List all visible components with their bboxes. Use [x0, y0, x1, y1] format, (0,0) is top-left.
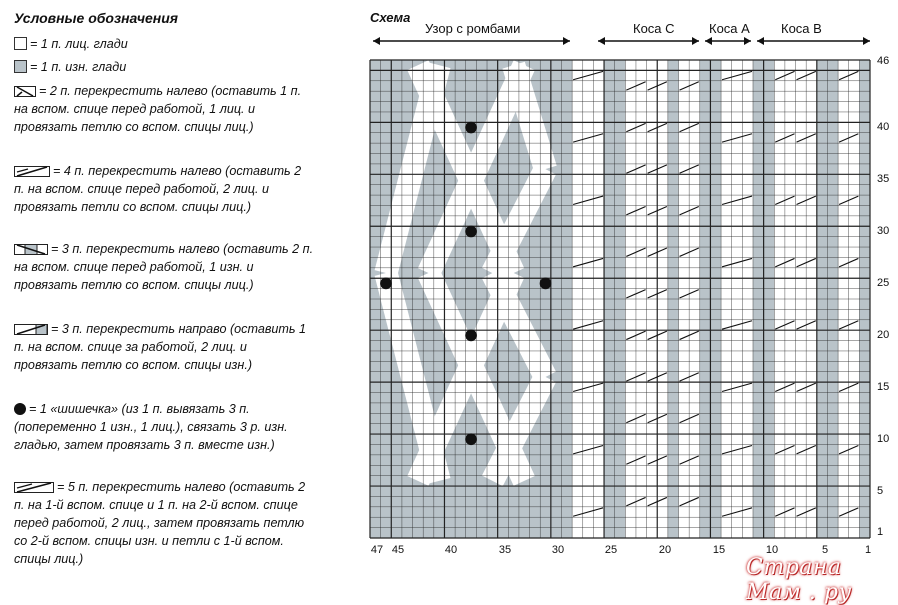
row-label: 35 [877, 173, 890, 185]
row-label: 5 [877, 485, 884, 497]
legend-item-cross-right-3: = 3 п. перекрестить направо (оставить 1 п. на вспом. спице за работой, 2 лиц. и провязать петлю со вспом. спицы изн.) [14, 322, 307, 372]
cross-left-5-icon [14, 482, 54, 493]
cross-right-3-icon [14, 324, 48, 335]
legend-item-bobble: = 1 «шишечка» (из 1 п. вывязать 3 п. (попеременно 1 изн., 1 лиц.), связать 3 р. изн. гладью, затем провязать 3 п. вместе изн.) [14, 402, 288, 452]
col-label: 35 [498, 544, 512, 556]
cross-left-4-icon [14, 166, 50, 177]
bobble [465, 433, 477, 445]
col-label: 1 [864, 544, 872, 556]
row-label: 46 [877, 55, 890, 67]
col-label: 25 [604, 544, 618, 556]
purl-square-icon [14, 60, 27, 73]
col-label: 10 [765, 544, 779, 556]
cross-left-3-icon [14, 244, 48, 255]
col-label: 5 [821, 544, 829, 556]
col-label: 45 [391, 544, 405, 556]
legend-item-cross-left-4: = 4 п. перекрестить налево (оставить 2 п. на вспом. спице перед работой, 2 лиц. и провязать петли со вспом. спицы лиц.) [14, 164, 302, 214]
row-label: 40 [877, 121, 890, 133]
legend-title: Условные обозначения [14, 10, 179, 26]
col-label: 30 [551, 544, 565, 556]
row-label: 30 [877, 225, 890, 237]
arrow-head [563, 37, 570, 45]
legend-item-knit: = 1 п. лиц. глади [14, 35, 314, 53]
bobble [465, 122, 477, 134]
cross-left-2-icon [14, 86, 36, 97]
section-label-cable-b: Коса В [781, 21, 822, 36]
legend-item-purl: = 1 п. изн. глади [14, 58, 314, 76]
arrow-head [863, 37, 870, 45]
knitting-chart [365, 8, 895, 568]
row-label: 25 [877, 277, 890, 289]
arrow-head [692, 37, 699, 45]
legend [14, 10, 314, 30]
bobble-icon [14, 403, 26, 415]
chart-title: Схема [370, 10, 411, 25]
bobble [465, 330, 477, 342]
arrow-head [373, 37, 380, 45]
col-label: 15 [712, 544, 726, 556]
arrow-head [757, 37, 764, 45]
col-label: 40 [444, 544, 458, 556]
row-label: 10 [877, 433, 890, 445]
legend-item-cross-left-5: = 5 п. перекрестить налево (оставить 2 п. на 1-й вспом. спице и 1 п. на 2-й вспом. спице перед работой, 2 лиц., затем провязать петлю со 2-й вспом. спицы изн. и петли с 1-й вспом. спицы лиц.) [14, 480, 306, 566]
watermark-logo: Страна Мам . ру [746, 555, 852, 605]
legend-item-cross-left-2: = 2 п. перекрестить налево (оставить 1 п. на вспом. спице перед работой, 1 лиц. и провязать петлю со вспом. спицы лиц.) [14, 84, 302, 134]
chart-area [365, 8, 895, 568]
bobble [540, 278, 552, 290]
bobble [465, 226, 477, 238]
row-label: 15 [877, 381, 890, 393]
row-label: 1 [877, 526, 884, 538]
arrow-head [705, 37, 712, 45]
col-label: 47 [370, 544, 384, 556]
col-label: 20 [658, 544, 672, 556]
section-label-cable-c: Коса С [633, 21, 675, 36]
bobble [380, 278, 392, 290]
section-label-cable-a: Коса А [709, 21, 750, 36]
row-label: 20 [877, 329, 890, 341]
section-label-diamonds: Узор с ромбами [425, 21, 521, 36]
legend-item-cross-left-3: = 3 п. перекрестить налево (оставить 2 п. на вспом. спице перед работой, 1 изн. и провязать петлю со вспом. спицы лиц.) [14, 242, 314, 292]
arrow-head [744, 37, 751, 45]
knit-square-icon [14, 37, 27, 50]
arrow-head [598, 37, 605, 45]
